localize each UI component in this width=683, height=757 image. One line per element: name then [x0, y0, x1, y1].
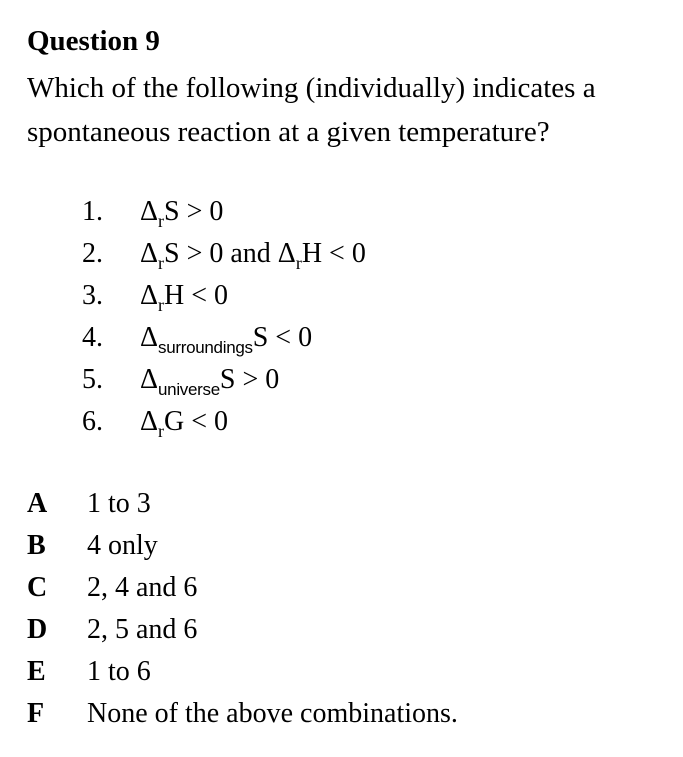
statement-4: [82, 321, 312, 355]
statement-number: 5.: [82, 364, 103, 395]
option-letter: F: [27, 698, 45, 729]
option-text: 2, 5 and 6: [87, 614, 198, 645]
question-title: Question 9: [27, 25, 160, 57]
delta-symbol: Δ: [140, 196, 159, 227]
subscript: r: [295, 253, 302, 273]
option-text: None of the above combinations.: [87, 698, 458, 729]
statement-number: 4.: [82, 322, 103, 353]
delta-symbol: Δ: [140, 406, 159, 437]
statement-number: 1.: [82, 196, 103, 227]
subscript: r: [158, 421, 165, 441]
option-text: 1 to 3: [87, 488, 151, 519]
subscript: r: [158, 253, 165, 273]
option-letter: D: [27, 614, 48, 645]
subscript: r: [158, 211, 165, 231]
option-f[interactable]: [27, 697, 458, 731]
option-text: 1 to 6: [87, 656, 151, 687]
subscript: universe: [158, 380, 220, 399]
option-b[interactable]: [27, 529, 158, 563]
prompt-line-2: spontaneous reaction at a given temperature?: [27, 116, 550, 148]
question-prompt: [27, 66, 667, 154]
statement-expression: S > 0: [164, 196, 224, 227]
option-letter: E: [27, 656, 46, 687]
option-text: 2, 4 and 6: [87, 572, 198, 603]
statement-number: 2.: [82, 238, 103, 269]
option-text: 4 only: [87, 530, 158, 561]
option-a[interactable]: [27, 487, 151, 521]
statement-number: 6.: [82, 406, 103, 437]
statement-number: 3.: [82, 280, 103, 311]
delta-symbol: Δ: [140, 238, 159, 269]
delta-symbol: Δ: [140, 322, 159, 353]
option-e[interactable]: [27, 655, 151, 689]
prompt-line-1: Which of the following (individually) indicates a: [27, 72, 596, 104]
option-c[interactable]: [27, 571, 197, 605]
statement-expression: H < 0: [301, 238, 366, 269]
option-d[interactable]: [27, 613, 197, 647]
statement-expression: S > 0: [219, 364, 280, 395]
statement-2: [82, 237, 366, 271]
option-letter: B: [27, 530, 46, 561]
statement-expression: H < 0: [164, 280, 229, 311]
delta-symbol: Δ: [140, 364, 159, 395]
statement-expression: G < 0: [164, 406, 229, 437]
statement-expression: S > 0 and Δ: [164, 238, 296, 269]
statement-5: [82, 363, 279, 397]
statement-1: [82, 195, 223, 229]
statement-expression: S < 0: [252, 322, 313, 353]
subscript: r: [158, 295, 165, 315]
statement-3: [82, 279, 228, 313]
option-letter: C: [27, 572, 48, 603]
delta-symbol: Δ: [140, 280, 159, 311]
statement-6: [82, 405, 228, 439]
subscript: surroundings: [158, 338, 253, 357]
option-letter: A: [27, 488, 48, 519]
